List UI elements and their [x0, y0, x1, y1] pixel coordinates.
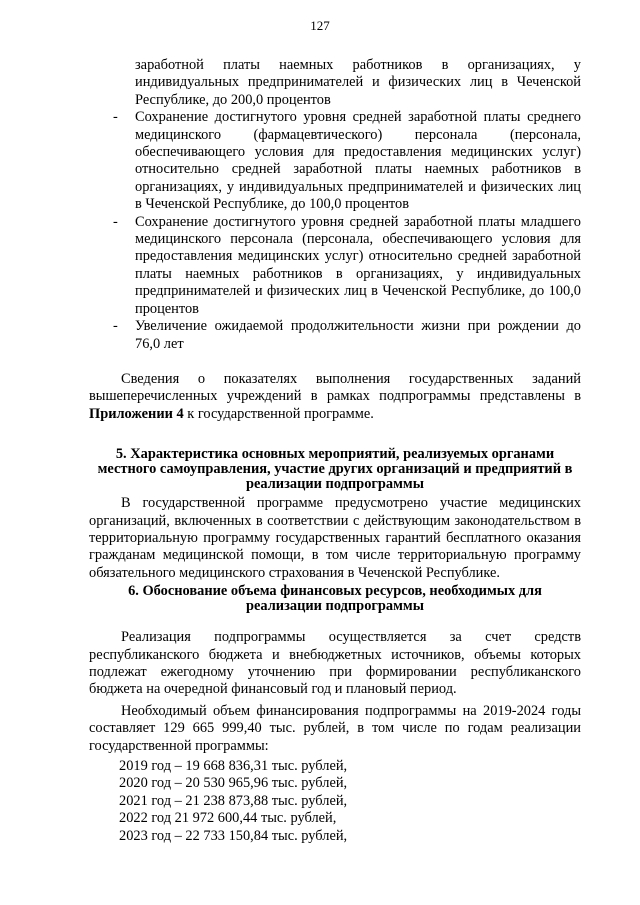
intro-continuation: заработной платы наемных работников в организациях, у индивидуальных предпринимателей и физических лиц в Чеченской Республике, до 200,0 процентов: [135, 57, 581, 108]
bullet-dash: -: [113, 318, 118, 335]
page-content: [89, 57, 581, 845]
funding-year-item: 2019 год – 19 668 836,31 тыс. рублей,: [119, 758, 348, 774]
section-6-paragraph-2: Необходимый объем финансирования подпрограммы на 2019-2024 годы составляет 129 665 999,40 тыс. рублей, в том числе по годам реализации государственной программы:: [89, 702, 581, 754]
list-item: [89, 109, 581, 213]
page-number: 127: [310, 18, 330, 33]
bullet-dash: -: [113, 109, 118, 126]
list-item: [89, 318, 581, 353]
list-item-text: Сохранение достигнутого уровня средней заработной платы младшего медицинского персонала (персонала, обеспечивающего условия для предоставления медицинских услуг) относительно средней заработной платы наемных работников в организациях, у индивидуальных предпринимателей и физических лиц в Чеченской Республике, до 100,0 процентов: [135, 213, 581, 317]
target-indicators-list: [89, 109, 581, 353]
section-6-heading: 6. Обоснование объема финансовых ресурсов, необходимых для реализации подпрограммы: [128, 583, 542, 615]
funding-year-item: 2023 год – 22 733 150,84 тыс. рублей,: [119, 827, 348, 844]
list-item-text: Сохранение достигнутого уровня средней заработной платы среднего медицинского (фармацевтического) персонала (персонала, обеспечивающего условия для предоставления медицинских услуг) относительно средней заработной платы наемных работников в организациях, у индивидуальных предпринимателей и физических лиц в Чеченской Республике, до 100,0 процентов: [135, 109, 581, 213]
section-6-paragraph-1: Реализация подпрограммы осуществляется за счет средств республиканского бюджета и внебюджетных источников, объемы которых подлежат ежегодному уточнению при формировании республиканского бюджета на очередной финансовый год и плановый период.: [89, 629, 581, 698]
funding-year-item: 2021 год – 21 238 873,88 тыс. рублей,: [119, 792, 348, 809]
list-item-text: Увеличение ожидаемой продолжительности жизни при рождении до 76,0 лет: [135, 318, 581, 352]
list-item: [89, 214, 581, 318]
bullet-dash: -: [113, 213, 118, 230]
indicators-paragraph: [89, 371, 581, 423]
funding-by-year-list: [89, 758, 581, 845]
funding-year-item: 2022 год 21 972 600,44 тыс. рублей,: [119, 810, 337, 827]
indicators-text-end: к государственной программе.: [183, 405, 374, 422]
appendix-reference: Приложении 4: [89, 405, 184, 422]
section-5-heading: 5. Характеристика основных мероприятий, реализуемых органами местного самоуправления, участие других организаций и предприятий в реализации подпрограммы: [97, 446, 573, 493]
funding-year-item: 2020 год – 20 530 965,96 тыс. рублей,: [119, 775, 348, 792]
indicators-text: Сведения о показателях выполнения государственных заданий вышеперечисленных учреждений в рамках подпрограммы представлены в: [89, 370, 581, 405]
section-5-text: В государственной программе предусмотрено участие медицинских организаций, включенных в соответствии с действующим законодательством в территориальную программу государственных гарантий бесплатного оказания гражданам медицинской помощи, в том числе территориальную программу обязательного медицинского страхования в Чеченской Республике.: [89, 495, 581, 581]
